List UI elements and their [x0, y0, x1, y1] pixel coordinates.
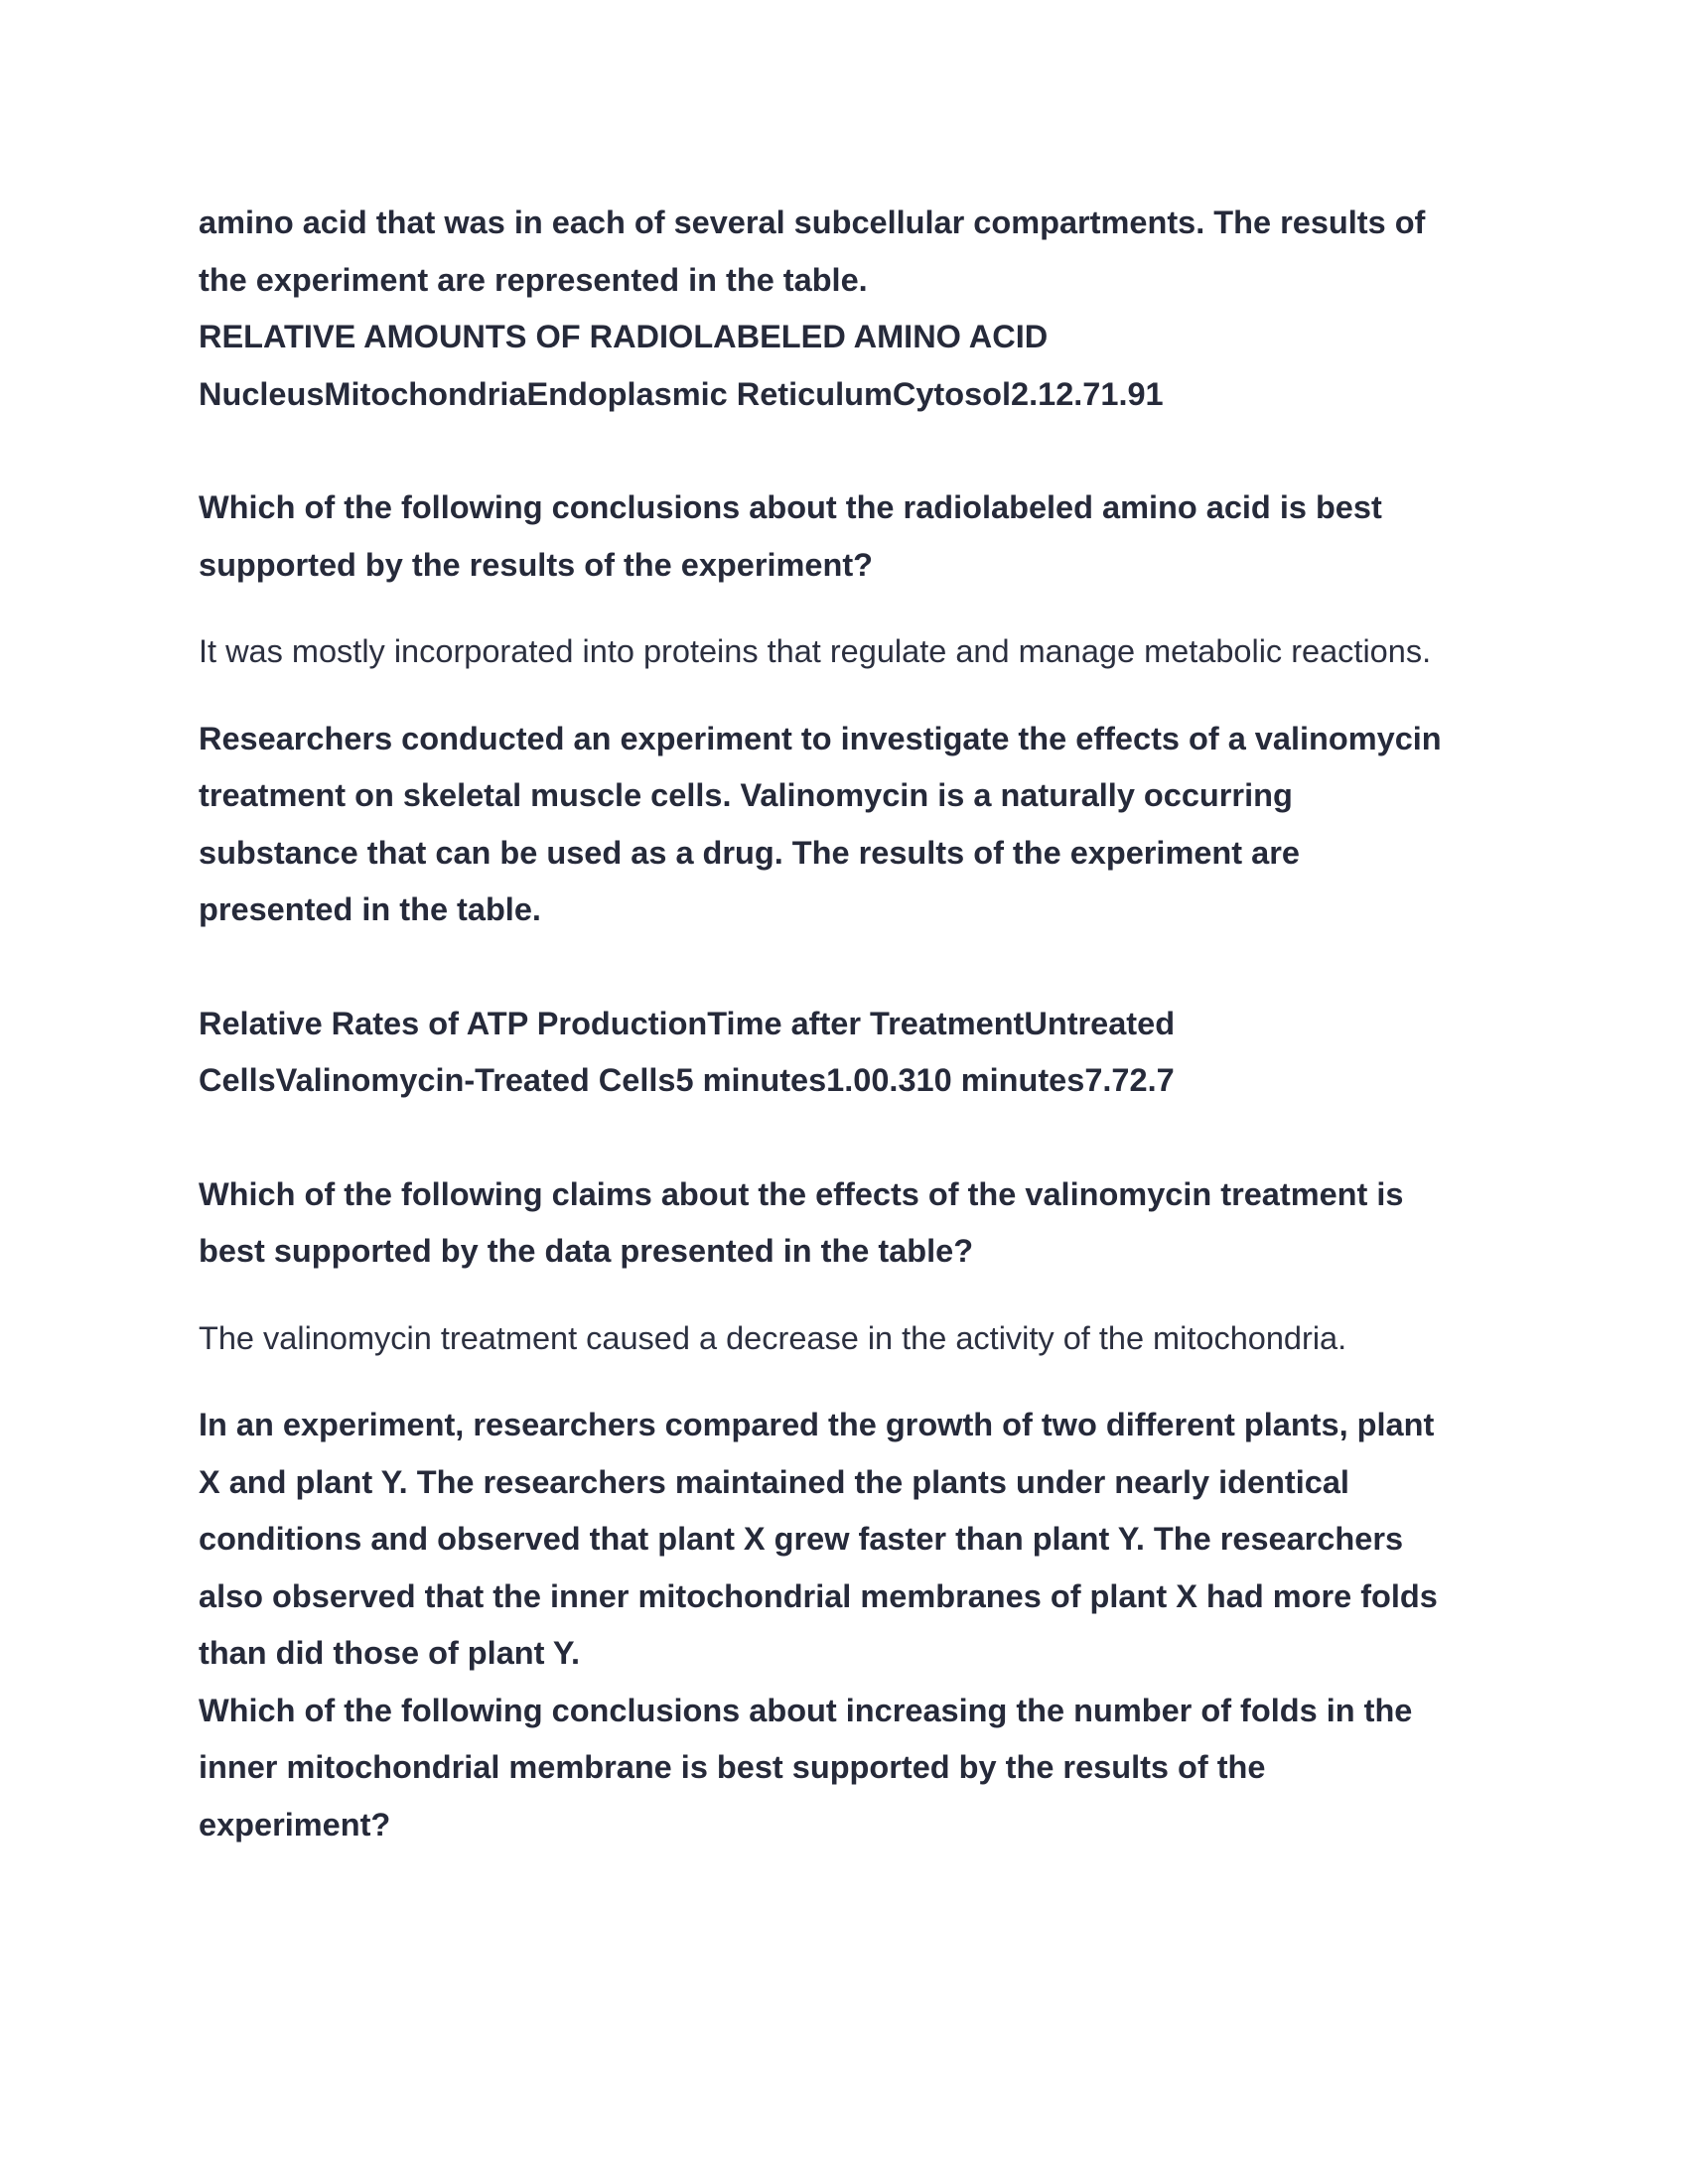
- text-line: the experiment are represented in the table.: [199, 261, 868, 298]
- text-line: experiment?: [199, 1806, 391, 1843]
- question-3: [199, 1397, 1489, 1853]
- question-2-answer: [199, 1310, 1489, 1368]
- text-line: conditions and observed that plant X grew faster than plant Y. The researchers: [199, 1521, 1404, 1557]
- question-1-context: [199, 195, 1489, 423]
- text-line: Which of the following conclusions about the radiolabeled amino acid is best: [199, 489, 1382, 525]
- text-line: than did those of plant Y.: [199, 1635, 580, 1671]
- text-line: Researchers conducted an experiment to investigate the effects of a valinomycin: [199, 720, 1442, 756]
- answer-text: It was mostly incorporated into proteins that regulate and manage metabolic reactions.: [199, 633, 1432, 669]
- text-line: amino acid that was in each of several subcellular compartments. The results of: [199, 205, 1426, 240]
- question-2-context: [199, 711, 1489, 939]
- table-contents: CellsValinomycin-Treated Cells5 minutes1.00.310 minutes7.72.7: [199, 1062, 1175, 1098]
- question-2-prompt: [199, 1166, 1489, 1281]
- document-page: [199, 195, 1489, 1853]
- text-line: treatment on skeletal muscle cells. Valinomycin is a naturally occurring: [199, 777, 1293, 813]
- text-line: Which of the following claims about the effects of the valinomycin treatment is: [199, 1175, 1404, 1212]
- table-contents: NucleusMitochondriaEndoplasmic ReticulumCytosol2.12.71.91: [199, 375, 1164, 412]
- text-line: also observed that the inner mitochondrial membranes of plant X had more folds: [199, 1577, 1438, 1614]
- answer-text: The valinomycin treatment caused a decrease in the activity of the mitochondria.: [199, 1319, 1347, 1356]
- question-2-table: [199, 996, 1489, 1110]
- table-title: RELATIVE AMOUNTS OF RADIOLABELED AMINO ACID: [199, 319, 1049, 354]
- table-contents: Relative Rates of ATP ProductionTime after TreatmentUntreated: [199, 1005, 1176, 1041]
- text-line: substance that can be used as a drug. The results of the experiment are: [199, 834, 1300, 871]
- question-1-prompt: [199, 479, 1489, 594]
- text-line: best supported by the data presented in the table?: [199, 1233, 974, 1269]
- question-1-answer: [199, 623, 1489, 681]
- text-line: inner mitochondrial membrane is best supported by the results of the: [199, 1749, 1266, 1785]
- text-line: X and plant Y. The researchers maintained the plants under nearly identical: [199, 1463, 1349, 1500]
- text-line: presented in the table.: [199, 891, 541, 927]
- text-line: In an experiment, researchers compared the growth of two different plants, plant: [199, 1407, 1435, 1442]
- text-line: supported by the results of the experiment?: [199, 546, 873, 583]
- text-line: Which of the following conclusions about increasing the number of folds in the: [199, 1692, 1413, 1728]
